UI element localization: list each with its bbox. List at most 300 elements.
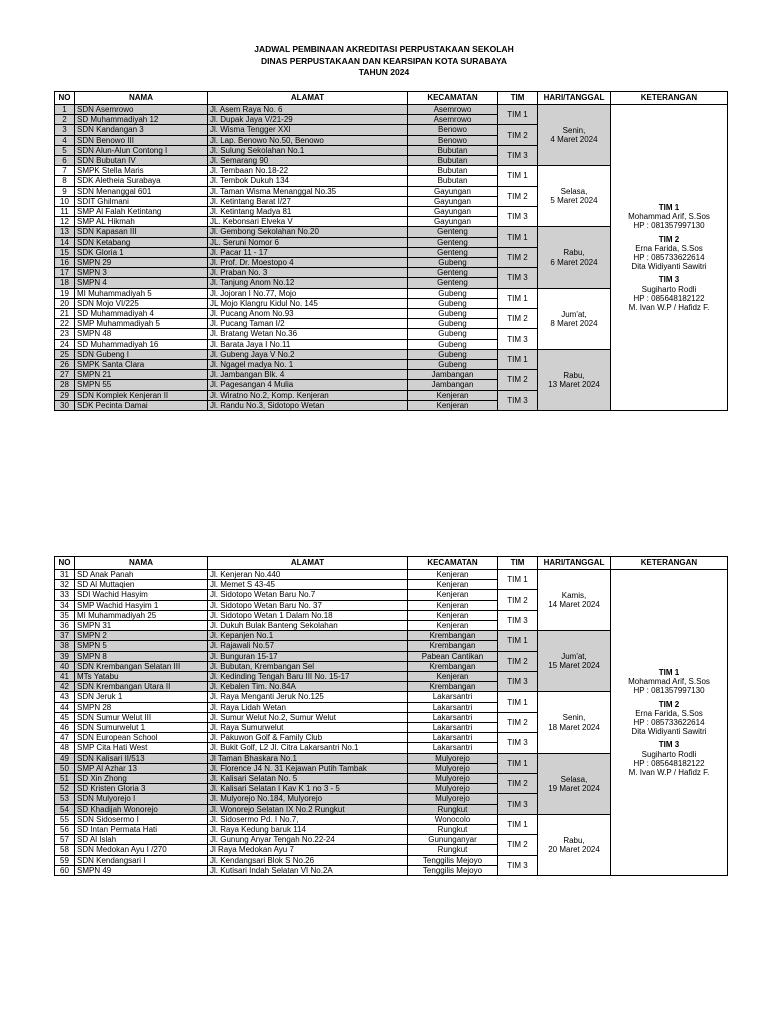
row-nama: SDK Pecinta Damai xyxy=(75,400,208,410)
row-nama: SDN Sidosermo I xyxy=(75,814,208,824)
hari-tanggal-cell xyxy=(538,105,611,166)
row-alamat: Jl. Lap. Benowo No.50, Benowo xyxy=(208,135,408,145)
hari-tanggal-line: 8 Maret 2024 xyxy=(550,318,598,328)
hari-tanggal-line: Kamis, xyxy=(561,590,587,600)
hari-tanggal-line: 19 Maret 2024 xyxy=(548,783,600,793)
row-nama: SDK Gloria 1 xyxy=(75,247,208,257)
keterangan-team-label: TIM 1 xyxy=(658,667,680,677)
row-nama: SD Al Muttaqien xyxy=(75,580,208,590)
row-kecamatan: Kenjeran xyxy=(408,570,498,580)
row-no: 7 xyxy=(55,166,75,176)
hari-tanggal-line: 20 Maret 2024 xyxy=(548,844,600,854)
document-title xyxy=(0,44,768,79)
row-nama: SMPN 2 xyxy=(75,631,208,641)
row-no: 41 xyxy=(55,672,75,682)
row-alamat: JL. Seruni Nomor 6 xyxy=(208,237,408,247)
row-kecamatan: Rungkut xyxy=(408,804,498,814)
row-kecamatan: Genteng xyxy=(408,278,498,288)
row-no: 50 xyxy=(55,763,75,773)
hari-tanggal-line: 5 Maret 2024 xyxy=(550,196,598,206)
row-kecamatan: Benowo xyxy=(408,125,498,135)
row-nama: SDN Menanggal 601 xyxy=(75,186,208,196)
row-alamat: Jl. Praban No. 3 xyxy=(208,268,408,278)
row-no: 8 xyxy=(55,176,75,186)
row-kecamatan: Bubutan xyxy=(408,145,498,155)
hari-tanggal-cell xyxy=(538,227,611,288)
row-nama: SDN Krembangan Utara II xyxy=(75,682,208,692)
row-kecamatan: Krembangan xyxy=(408,661,498,671)
row-alamat: Jl. Kedinding Tengah Baru III No. 15-17 xyxy=(208,672,408,682)
row-no: 22 xyxy=(55,319,75,329)
row-no: 46 xyxy=(55,723,75,733)
row-no: 34 xyxy=(55,600,75,610)
row-alamat: Jl. Sulung Sekolahan No.1 xyxy=(208,145,408,155)
row-nama: SMP Cita Hati West xyxy=(75,743,208,753)
keterangan-line: M. Ivan W.P / Hafidz F. xyxy=(628,767,710,777)
keterangan-line: HP : 085733622614 xyxy=(633,717,705,727)
row-nama: SDN Komplek Kenjeran II xyxy=(75,390,208,400)
keterangan-line: HP : 085648182122 xyxy=(633,758,705,768)
header-keterangan: KETERANGAN xyxy=(611,557,728,570)
tim-cell: TIM 1 xyxy=(498,753,538,773)
row-kecamatan: Kenjeran xyxy=(408,600,498,610)
row-alamat: Jl. Raya Sumurwelut xyxy=(208,723,408,733)
row-kecamatan: Gubeng xyxy=(408,309,498,319)
keterangan-team-label: TIM 3 xyxy=(658,275,680,285)
row-no: 36 xyxy=(55,621,75,631)
row-no: 14 xyxy=(55,237,75,247)
row-alamat: JL. Kebonsari Elveka V xyxy=(208,217,408,227)
title-line-3: TAHUN 2024 xyxy=(358,67,410,77)
row-nama: MI Muhammadiyah 5 xyxy=(75,288,208,298)
hari-tanggal-cell xyxy=(538,288,611,349)
tim-cell: TIM 1 xyxy=(498,105,538,125)
row-kecamatan: Benowo xyxy=(408,135,498,145)
row-no: 23 xyxy=(55,329,75,339)
row-alamat: Jl. Sidotopo Wetan 1 Dalam No.18 xyxy=(208,610,408,620)
row-alamat: Jl. Tembaan No.18-22 xyxy=(208,166,408,176)
row-nama: SMP Al Falah Ketintang xyxy=(75,207,208,217)
tim-cell: TIM 1 xyxy=(498,692,538,712)
row-no: 39 xyxy=(55,651,75,661)
row-alamat: Jl. Pacar 11 - 17 xyxy=(208,247,408,257)
keterangan-line: M. Ivan W.P / Hafidz F. xyxy=(628,302,710,312)
tim-cell: TIM 3 xyxy=(498,145,538,165)
row-kecamatan: Gubeng xyxy=(408,339,498,349)
row-alamat: Jl. Sidotopo Wetan Baru No. 37 xyxy=(208,600,408,610)
row-nama: SDN Asemrowo xyxy=(75,105,208,115)
row-no: 11 xyxy=(55,207,75,217)
row-alamat: Jl. Bunguran 15-17 xyxy=(208,651,408,661)
header-row xyxy=(55,557,728,570)
keterangan-team-1 xyxy=(613,203,725,231)
hari-tanggal-line: 13 Maret 2024 xyxy=(548,379,600,389)
row-alamat: Jl. Wiratno No.2, Komp. Kenjeran xyxy=(208,390,408,400)
row-no: 26 xyxy=(55,360,75,370)
row-kecamatan: Lakarsantri xyxy=(408,723,498,733)
row-no: 25 xyxy=(55,349,75,359)
row-alamat: Jl. Dupak Jaya V/21-29 xyxy=(208,115,408,125)
row-alamat: Jl. Ketintang Madya 81 xyxy=(208,207,408,217)
keterangan-team-3 xyxy=(613,740,725,777)
row-nama: MI Muhammadiyah 25 xyxy=(75,610,208,620)
header-tim: TIM xyxy=(498,92,538,105)
tim-cell: TIM 1 xyxy=(498,227,538,247)
row-alamat: Jl. Bukit Golf, L2 Jl. Citra Lakarsantri No.1 xyxy=(208,743,408,753)
row-kecamatan: Mulyorejo xyxy=(408,784,498,794)
row-kecamatan: Kenjeran xyxy=(408,390,498,400)
hari-tanggal-cell xyxy=(538,349,611,410)
row-nama: SDN Sumur Welut III xyxy=(75,712,208,722)
row-alamat: Jl. Taman Wisma Menanggal No.35 xyxy=(208,186,408,196)
row-alamat: Jl. Mulyorejo No.184, Mulyorejo xyxy=(208,794,408,804)
row-nama: SMPN 28 xyxy=(75,702,208,712)
row-kecamatan: Gubeng xyxy=(408,288,498,298)
row-no: 37 xyxy=(55,631,75,641)
row-nama: MTs Yatabu xyxy=(75,672,208,682)
row-nama: SDN Ketabang xyxy=(75,237,208,247)
row-no: 13 xyxy=(55,227,75,237)
hari-tanggal-line: 6 Maret 2024 xyxy=(550,257,598,267)
tim-cell: TIM 1 xyxy=(498,631,538,651)
row-kecamatan: Mulyorejo xyxy=(408,794,498,804)
row-alamat: Jl. Asem Raya No. 6 xyxy=(208,105,408,115)
row-no: 55 xyxy=(55,814,75,824)
header-nama: NAMA xyxy=(75,557,208,570)
tim-cell: TIM 3 xyxy=(498,733,538,753)
row-no: 1 xyxy=(55,105,75,115)
keterangan-line: Sugiharto Rodli xyxy=(641,749,697,759)
row-nama: SMPN 29 xyxy=(75,258,208,268)
row-alamat: Jl. Gembong Sekolahan No.20 xyxy=(208,227,408,237)
hari-tanggal-line: 4 Maret 2024 xyxy=(550,135,598,145)
schedule-table-1 xyxy=(54,91,728,411)
row-no: 51 xyxy=(55,774,75,784)
tim-cell: TIM 1 xyxy=(498,814,538,834)
keterangan-line: Dita Widiyanti Sawitri xyxy=(631,262,707,272)
keterangan-team-3 xyxy=(613,275,725,312)
row-kecamatan: Gayungan xyxy=(408,186,498,196)
row-alamat: Jl. Semarang 90 xyxy=(208,156,408,166)
row-nama: SDI Wachid Hasyim xyxy=(75,590,208,600)
row-no: 20 xyxy=(55,298,75,308)
row-kecamatan: Gubeng xyxy=(408,258,498,268)
row-nama: SDIT Ghilmani xyxy=(75,196,208,206)
row-kecamatan: Gubeng xyxy=(408,349,498,359)
row-nama: SDN Gubeng I xyxy=(75,349,208,359)
row-alamat: Jl. Florence J4 N. 31 Kejawan Putih Tambak xyxy=(208,763,408,773)
row-nama: SMPN 49 xyxy=(75,865,208,875)
header-row xyxy=(55,92,728,105)
tim-cell: TIM 3 xyxy=(498,207,538,227)
row-alamat: Jl. Pakuwon Golf & Family Club xyxy=(208,733,408,743)
row-no: 56 xyxy=(55,825,75,835)
keterangan-line: Mohammad Arif, S.Sos xyxy=(628,212,710,222)
tim-cell: TIM 2 xyxy=(498,651,538,671)
row-nama: SD Khadijah Wonorejo xyxy=(75,804,208,814)
row-no: 32 xyxy=(55,580,75,590)
row-kecamatan: Jambangan xyxy=(408,370,498,380)
row-no: 19 xyxy=(55,288,75,298)
header-alamat: ALAMAT xyxy=(208,92,408,105)
row-kecamatan: Kenjeran xyxy=(408,580,498,590)
row-alamat: Jl. Pucang Anom No.93 xyxy=(208,309,408,319)
row-nama: SD Xin Zhong xyxy=(75,774,208,784)
row-nama: SMPN 5 xyxy=(75,641,208,651)
tim-cell: TIM 2 xyxy=(498,835,538,855)
row-nama: SDN Benowo III xyxy=(75,135,208,145)
row-no: 45 xyxy=(55,712,75,722)
row-no: 48 xyxy=(55,743,75,753)
row-kecamatan: Bubutan xyxy=(408,156,498,166)
row-kecamatan: Genteng xyxy=(408,268,498,278)
row-alamat: Jl. Tanjung Anom No.12 xyxy=(208,278,408,288)
row-alamat: Jl. Ketintang Barat I/27 xyxy=(208,196,408,206)
row-kecamatan: Mulyorejo xyxy=(408,763,498,773)
row-nama: SMPN 8 xyxy=(75,651,208,661)
row-no: 31 xyxy=(55,570,75,580)
row-kecamatan: Lakarsantri xyxy=(408,692,498,702)
row-alamat: Jl. Raya Lidah Wetan xyxy=(208,702,408,712)
row-kecamatan: Gayungan xyxy=(408,196,498,206)
row-no: 54 xyxy=(55,804,75,814)
row-nama: SDN Krembangan Selatan III xyxy=(75,661,208,671)
row-kecamatan: Wonocolo xyxy=(408,814,498,824)
tim-cell: TIM 2 xyxy=(498,590,538,610)
row-nama: SD Muhammadiyah 16 xyxy=(75,339,208,349)
keterangan-line: HP : 085648182122 xyxy=(633,293,705,303)
hari-tanggal-line: Jum'at, xyxy=(561,652,587,662)
row-no: 4 xyxy=(55,135,75,145)
row-nama: SMP Muhammadiyah 5 xyxy=(75,319,208,329)
row-kecamatan: Gayungan xyxy=(408,217,498,227)
row-kecamatan: Lakarsantri xyxy=(408,702,498,712)
row-no: 57 xyxy=(55,835,75,845)
row-nama: SDN Kendangsari I xyxy=(75,855,208,865)
row-nama: SMPN 55 xyxy=(75,380,208,390)
row-alamat: Jl. Bubutan, Krembangan Sel xyxy=(208,661,408,671)
hari-tanggal-line: Jum'at, xyxy=(561,309,587,319)
hari-tanggal-cell xyxy=(538,631,611,692)
row-alamat: Jl Raya Medokan Ayu 7 xyxy=(208,845,408,855)
row-kecamatan: Krembangan xyxy=(408,641,498,651)
row-no: 12 xyxy=(55,217,75,227)
row-no: 43 xyxy=(55,692,75,702)
row-alamat: Jl. Dukuh Bulak Banteng Sekolahan xyxy=(208,621,408,631)
row-nama: SDN Medokan Ayu I /270 xyxy=(75,845,208,855)
row-no: 6 xyxy=(55,156,75,166)
row-alamat: Jl. Ngagel madya No. 1 xyxy=(208,360,408,370)
tim-cell: TIM 3 xyxy=(498,794,538,814)
row-nama: SD Muhammadiyah 12 xyxy=(75,115,208,125)
row-kecamatan: Bubutan xyxy=(408,176,498,186)
row-no: 38 xyxy=(55,641,75,651)
row-nama: SDN Kalisari II/513 xyxy=(75,753,208,763)
tim-cell: TIM 3 xyxy=(498,610,538,630)
row-nama: SDN Mojo VI/225 xyxy=(75,298,208,308)
row-nama: SMP AL Hikmah xyxy=(75,217,208,227)
row-nama: SMPK Santa Clara xyxy=(75,360,208,370)
row-nama: SD Anak Panah xyxy=(75,570,208,580)
table-row xyxy=(55,105,728,115)
row-kecamatan: Gubeng xyxy=(408,360,498,370)
hari-tanggal-line: 18 Maret 2024 xyxy=(548,722,600,732)
row-alamat: Jl. Randu No.3, Sidotopo Wetan xyxy=(208,400,408,410)
row-nama: SMPK Stella Maris xyxy=(75,166,208,176)
row-alamat: Jl. Kalisari Selatan No. 5 xyxy=(208,774,408,784)
row-nama: SD Intan Permata Hati xyxy=(75,825,208,835)
keterangan-team-2 xyxy=(613,235,725,272)
tim-cell: TIM 3 xyxy=(498,390,538,410)
hari-tanggal-cell xyxy=(538,166,611,227)
tim-cell: TIM 2 xyxy=(498,125,538,145)
hari-tanggal-line: Selasa, xyxy=(560,774,588,784)
row-nama: SDN Kandangan 3 xyxy=(75,125,208,135)
header-kecamatan: KECAMATAN xyxy=(408,92,498,105)
tim-cell: TIM 2 xyxy=(498,712,538,732)
tim-cell: TIM 3 xyxy=(498,855,538,875)
hari-tanggal-line: Rabu, xyxy=(563,248,585,258)
keterangan-line: Erna Farida, S.Sos xyxy=(635,708,703,718)
row-alamat: Jl. Raya Menganti Jeruk No.125 xyxy=(208,692,408,702)
row-no: 40 xyxy=(55,661,75,671)
title-line-2: DINAS PERPUSTAKAAN DAN KEARSIPAN KOTA SURABAYA xyxy=(260,55,508,66)
row-no: 42 xyxy=(55,682,75,692)
tim-cell: TIM 3 xyxy=(498,329,538,349)
row-kecamatan: Gununganyar xyxy=(408,835,498,845)
row-kecamatan: Asemrowo xyxy=(408,115,498,125)
row-kecamatan: Genteng xyxy=(408,237,498,247)
hari-tanggal-line: Rabu, xyxy=(563,370,585,380)
row-alamat: Jl. Bratang Wetan No.36 xyxy=(208,329,408,339)
row-alamat: Jl. Wisma Tengger XXI xyxy=(208,125,408,135)
row-no: 10 xyxy=(55,196,75,206)
row-kecamatan: Gayungan xyxy=(408,207,498,217)
row-nama: SMPN 4 xyxy=(75,278,208,288)
row-kecamatan: Genteng xyxy=(408,247,498,257)
row-kecamatan: Kenjeran xyxy=(408,400,498,410)
keterangan-line: HP : 085733622614 xyxy=(633,252,705,262)
header-nama: NAMA xyxy=(75,92,208,105)
header-kecamatan: KECAMATAN xyxy=(408,557,498,570)
row-no: 27 xyxy=(55,370,75,380)
hari-tanggal-line: Rabu, xyxy=(563,835,585,845)
row-nama: SDK Aletheia Surabaya xyxy=(75,176,208,186)
row-kecamatan: Kenjeran xyxy=(408,590,498,600)
tim-cell: TIM 2 xyxy=(498,247,538,267)
table-row xyxy=(55,570,728,580)
row-no: 33 xyxy=(55,590,75,600)
hari-tanggal-cell xyxy=(538,753,611,814)
header-hari-tanggal: HARI/TANGGAL xyxy=(538,92,611,105)
keterangan-team-2 xyxy=(613,700,725,737)
row-kecamatan: Mulyorejo xyxy=(408,774,498,784)
tim-cell: TIM 2 xyxy=(498,370,538,390)
row-alamat: Jl. Kalisari Selatan I Kav K 1 no 3 - 5 xyxy=(208,784,408,794)
row-nama: SMPN 48 xyxy=(75,329,208,339)
row-no: 24 xyxy=(55,339,75,349)
row-kecamatan: Bubutan xyxy=(408,166,498,176)
row-alamat: Jl. Memet S 43-45 xyxy=(208,580,408,590)
row-alamat: Jl. Pucang Taman I/2 xyxy=(208,319,408,329)
row-alamat: Jl. Barata Jaya I No.11 xyxy=(208,339,408,349)
row-alamat: Jl Taman Bhaskara No.1 xyxy=(208,753,408,763)
hari-tanggal-cell xyxy=(538,570,611,631)
keterangan-team-label: TIM 2 xyxy=(658,699,680,709)
row-alamat: Jl. Kutisari Indah Selatan VI No.2A xyxy=(208,865,408,875)
row-alamat: Jl. Tembok Dukuh 134 xyxy=(208,176,408,186)
hari-tanggal-line: Senin, xyxy=(562,713,586,723)
keterangan-line: HP : 081357997130 xyxy=(633,686,705,696)
row-nama: SD Muhammadiyah 4 xyxy=(75,309,208,319)
row-nama: SDN Alun-Alun Contong I xyxy=(75,145,208,155)
row-no: 52 xyxy=(55,784,75,794)
keterangan-team-1 xyxy=(613,668,725,696)
row-kecamatan: Kenjeran xyxy=(408,621,498,631)
header-no: NO xyxy=(55,92,75,105)
row-no: 15 xyxy=(55,247,75,257)
row-kecamatan: Kenjeran xyxy=(408,610,498,620)
tim-cell: TIM 2 xyxy=(498,309,538,329)
row-no: 60 xyxy=(55,865,75,875)
header-hari-tanggal: HARI/TANGGAL xyxy=(538,557,611,570)
hari-tanggal-cell xyxy=(538,692,611,753)
row-alamat: Jl. Jojoran I No.77, Mojo xyxy=(208,288,408,298)
row-kecamatan: Tenggilis Mejoyo xyxy=(408,865,498,875)
row-nama: SD Kristen Gloria 3 xyxy=(75,784,208,794)
tim-cell: TIM 1 xyxy=(498,570,538,590)
keterangan-team-label: TIM 3 xyxy=(658,740,680,750)
row-alamat: Jl. Prof. Dr. Moestopo 4 xyxy=(208,258,408,268)
row-alamat: Jl. Gunung Anyar Tengah No.22-24 xyxy=(208,835,408,845)
row-nama: SMPN 31 xyxy=(75,621,208,631)
row-kecamatan: Mulyorejo xyxy=(408,753,498,763)
tim-cell: TIM 2 xyxy=(498,186,538,206)
hari-tanggal-line: Selasa, xyxy=(560,187,588,197)
row-alamat: JL Mojo Klangru Kidul No. 145 xyxy=(208,298,408,308)
row-kecamatan: Gubeng xyxy=(408,319,498,329)
keterangan-line: Sugiharto Rodli xyxy=(641,284,697,294)
keterangan-team-label: TIM 2 xyxy=(658,234,680,244)
row-no: 49 xyxy=(55,753,75,763)
row-alamat: Jl. Pagesangan 4 Mulia xyxy=(208,380,408,390)
row-no: 29 xyxy=(55,390,75,400)
keterangan-cell xyxy=(611,105,728,411)
row-no: 21 xyxy=(55,309,75,319)
row-no: 16 xyxy=(55,258,75,268)
row-kecamatan: Lakarsantri xyxy=(408,712,498,722)
row-kecamatan: Jambangan xyxy=(408,380,498,390)
keterangan-team-label: TIM 1 xyxy=(658,202,680,212)
row-kecamatan: Lakarsantri xyxy=(408,733,498,743)
row-alamat: Jl. Kendangsari Blok S No.26 xyxy=(208,855,408,865)
hari-tanggal-line: 15 Maret 2024 xyxy=(548,661,600,671)
row-nama: SMPN 21 xyxy=(75,370,208,380)
row-no: 59 xyxy=(55,855,75,865)
row-kecamatan: Asemrowo xyxy=(408,105,498,115)
row-no: 9 xyxy=(55,186,75,196)
row-kecamatan: Rungkut xyxy=(408,845,498,855)
row-kecamatan: Krembangan xyxy=(408,682,498,692)
row-nama: SMP Al Azhar 13 xyxy=(75,763,208,773)
row-alamat: Jl. Rajawali No.57 xyxy=(208,641,408,651)
row-nama: SD Al Islah xyxy=(75,835,208,845)
row-no: 28 xyxy=(55,380,75,390)
hari-tanggal-line: Senin, xyxy=(562,125,586,135)
row-no: 2 xyxy=(55,115,75,125)
row-kecamatan: Kenjeran xyxy=(408,672,498,682)
tim-cell: TIM 1 xyxy=(498,166,538,186)
